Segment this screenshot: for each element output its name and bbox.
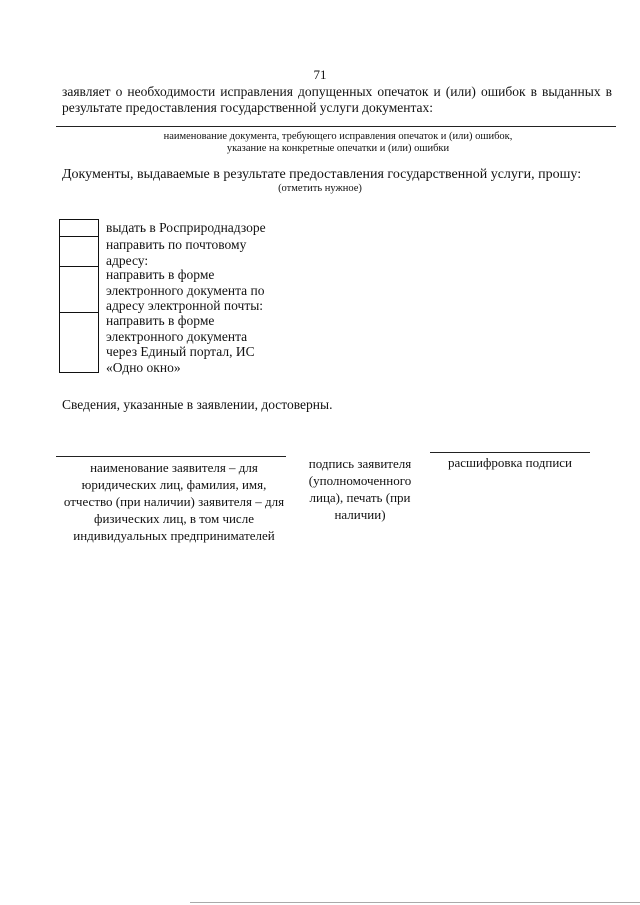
document-name-line — [56, 126, 616, 127]
applicant-name-line — [56, 456, 286, 457]
document-note — [60, 131, 616, 155]
decoding-label: расшифровка подписи — [447, 455, 573, 470]
option-email[interactable] — [59, 266, 279, 313]
mark-note: (отметить нужное) — [278, 183, 362, 194]
signature-label: подпись заявителя (уполномоченного лица), печать (при наличии) — [308, 456, 412, 522]
decoding-line — [430, 452, 590, 453]
checkbox-email[interactable] — [59, 266, 99, 313]
applicant-name-label: наименование заявителя – для юридических лиц, фамилия, имя, отчество (при наличии) заявителя – для физических лиц, в том числе индивидуальных предпринимателей — [63, 460, 285, 543]
documents-request: Документы, выдаваемые в результате предоставления государственной услуги, прошу: — [62, 167, 582, 182]
checkbox-unified-portal[interactable] — [59, 312, 99, 373]
document-note-line-1: наименование документа, требующего исправления опечаток и (или) ошибок, — [163, 131, 513, 142]
checkbox-postal-address[interactable] — [59, 236, 99, 267]
page-number: 71 — [313, 67, 327, 82]
option-label: направить по почтовому адресу: — [106, 237, 247, 268]
option-label: направить в форме электронного документа по адресу электронной почты: — [106, 267, 265, 313]
intro-text: заявляет о необходимости исправления допущенных опечаток и (или) ошибок в выданных в результате предоставления государственной услуги документах: — [62, 84, 612, 115]
document-note-line-2: указание на конкретные опечатки и (или) ошибки — [226, 143, 450, 154]
validity-statement: Сведения, указанные в заявлении, достоверны. — [62, 397, 333, 412]
option-issue-in-office[interactable] — [59, 219, 279, 237]
option-unified-portal[interactable] — [59, 312, 279, 373]
option-label: выдать в Росприроднадзоре — [106, 220, 266, 235]
option-postal-address[interactable] — [59, 236, 279, 267]
checkbox-issue-in-office[interactable] — [59, 219, 99, 237]
scan-edge-line — [190, 902, 640, 903]
option-label: направить в форме электронного документа через Единый портал, ИС «Одно окно» — [106, 313, 255, 375]
